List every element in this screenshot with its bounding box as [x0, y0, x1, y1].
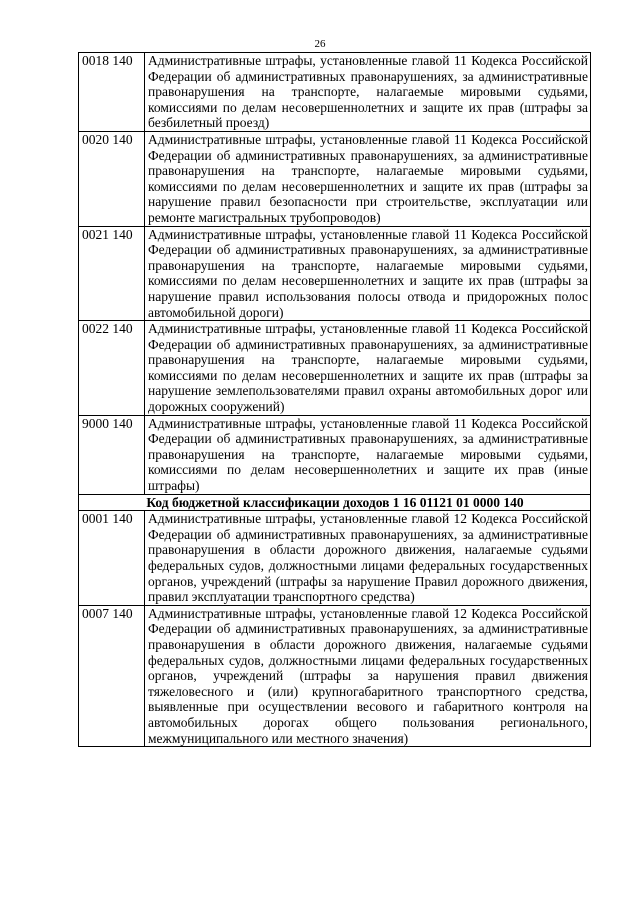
- budget-code-table: [78, 52, 591, 747]
- code-cell: 9000 140: [79, 415, 145, 494]
- table-row: [79, 131, 591, 226]
- description-cell: Административные штрафы, установленные главой 11 Кодекса Российской Федерации об административных правонарушениях, за административные правонарушения на транспорте, налагаемые мировыми судьями, комиссиями по делам несовершеннолетних и защите их прав (иные штрафы): [145, 415, 591, 494]
- code-cell: 0018 140: [79, 53, 145, 132]
- table-row: [79, 53, 591, 132]
- page-number: 26: [314, 38, 326, 50]
- description-cell: Административные штрафы, установленные главой 11 Кодекса Российской Федерации об административных правонарушениях, за административные правонарушения на транспорте, налагаемые мировыми судьями, комиссиями по делам несовершеннолетних и защите их прав (штрафы за нарушение землепользователями правил охраны автомобильных дорог или дорожных сооружений): [145, 321, 591, 416]
- description-cell: Административные штрафы, установленные главой 12 Кодекса Российской Федерации об административных правонарушениях, за административные правонарушения в области дорожного движения, налагаемые судьями федеральных судов, должностными лицами федеральных государственных органов, учреждений (штрафы за нарушения правил движения тяжеловесного и (или) крупногабаритного транспортного средства, выявленные при осуществлении весового и габаритного контроля на автомобильных дорогах общего пользования регионального, межмуниципального или местного значения): [145, 605, 591, 746]
- section-heading: Код бюджетной классификации доходов 1 16 01121 01 0000 140: [79, 494, 591, 511]
- section-heading-row: [79, 494, 591, 511]
- code-cell: 0021 140: [79, 226, 145, 321]
- description-cell: Административные штрафы, установленные главой 11 Кодекса Российской Федерации об административных правонарушениях, за административные правонарушения на транспорте, налагаемые мировыми судьями, комиссиями по делам несовершеннолетних и защите их прав (штрафы за нарушение правил использования полосы отвода и придорожных полос автомобильной дороги): [145, 226, 591, 321]
- description-cell: Административные штрафы, установленные главой 11 Кодекса Российской Федерации об административных правонарушениях, за административные правонарушения на транспорте, налагаемые мировыми судьями, комиссиями по делам несовершеннолетних и защите их прав (штрафы за безбилетный проезд): [145, 53, 591, 132]
- description-cell: Административные штрафы, установленные главой 12 Кодекса Российской Федерации об административных правонарушениях, за административные правонарушения в области дорожного движения, налагаемые судьями федеральных судов, должностными лицами федеральных государственных органов, учреждений (штрафы за нарушение Правил дорожного движения, правил эксплуатации транспортного средства): [145, 511, 591, 606]
- table-row: [79, 226, 591, 321]
- table-row: [79, 321, 591, 416]
- code-cell: 0022 140: [79, 321, 145, 416]
- code-cell: 0001 140: [79, 511, 145, 606]
- code-cell: 0020 140: [79, 131, 145, 226]
- code-cell: 0007 140: [79, 605, 145, 746]
- table-row: [79, 415, 591, 494]
- table-row: [79, 511, 591, 606]
- table-row: [79, 605, 591, 746]
- description-cell: Административные штрафы, установленные главой 11 Кодекса Российской Федерации об административных правонарушениях, за административные правонарушения на транспорте, налагаемые мировыми судьями, комиссиями по делам несовершеннолетних и защите их прав (штрафы за нарушение правил безопасности при строительстве, эксплуатации или ремонте магистральных трубопроводов): [145, 131, 591, 226]
